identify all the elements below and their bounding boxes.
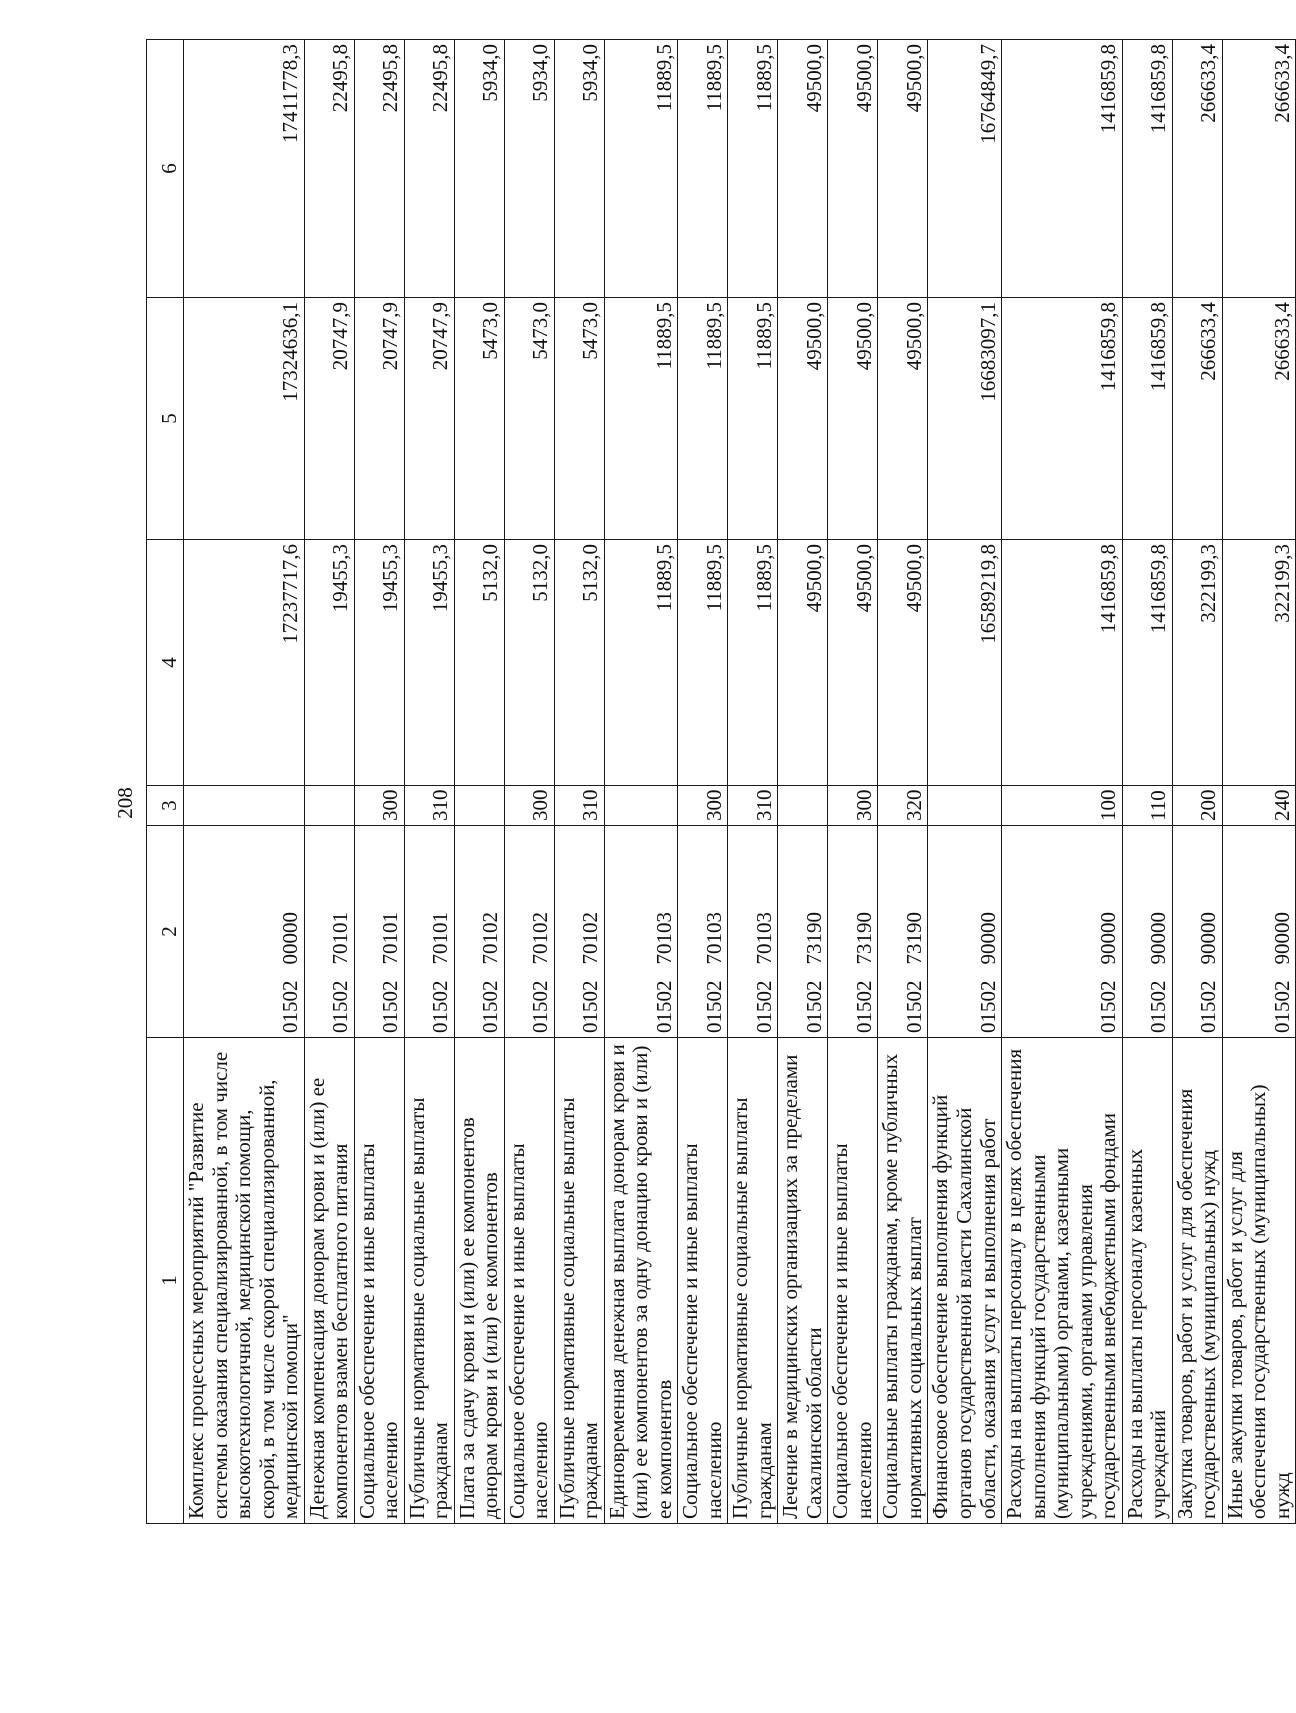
- table-row: [1222, 40, 1296, 1524]
- table-row: [184, 40, 305, 1524]
- amount-year-1: 11889,5: [604, 540, 678, 786]
- row-name: Публичные нормативные социальные выплаты гражданам: [728, 1038, 778, 1524]
- header-col-4: 4: [147, 540, 184, 786]
- direction-code: 90000: [1196, 912, 1221, 965]
- amount-year-2: 5473,0: [454, 298, 504, 540]
- direction-code: 73190: [851, 912, 876, 965]
- row-name: Социальное обеспечение и иные выплаты населению: [678, 1038, 728, 1524]
- amount-year-2: 266633,4: [1222, 298, 1296, 540]
- program-code: 01502: [701, 980, 726, 1033]
- amount-year-3: 49500,0: [828, 40, 878, 298]
- target-article-code: [184, 826, 305, 1038]
- amount-year-3: 11889,5: [678, 40, 728, 298]
- amount-year-2: 11889,5: [604, 298, 678, 540]
- amount-year-2: 11889,5: [678, 298, 728, 540]
- amount-year-1: 49500,0: [778, 540, 828, 786]
- table-header: [147, 40, 184, 1524]
- program-code: 01502: [1096, 980, 1121, 1033]
- target-article-code: [304, 826, 354, 1038]
- amount-year-1: 5132,0: [504, 540, 554, 786]
- amount-year-1: 16589219,8: [928, 540, 1002, 786]
- table-row: [1002, 40, 1123, 1524]
- direction-code: 70103: [751, 912, 776, 965]
- row-name: Единовременная денежная выплата донорам крови и (или) ее компонентов за одну донацию крови и (или) ее компонентов: [604, 1038, 678, 1524]
- expense-type-code: 300: [354, 786, 404, 826]
- amount-year-3: 266633,4: [1222, 40, 1296, 298]
- direction-code: 70103: [701, 912, 726, 965]
- amount-year-2: 1416859,8: [1122, 298, 1172, 540]
- target-article-code: [504, 826, 554, 1038]
- direction-code: 90000: [1269, 912, 1294, 965]
- expense-type-code: 300: [678, 786, 728, 826]
- target-article-code: [554, 826, 604, 1038]
- rotated-table-wrapper: [146, 40, 1294, 1524]
- table-row: [454, 40, 504, 1524]
- amount-year-1: 5132,0: [454, 540, 504, 786]
- target-article-code: [828, 826, 878, 1038]
- amount-year-1: 49500,0: [878, 540, 928, 786]
- expense-type-code: [604, 786, 678, 826]
- header-col-5: 5: [147, 298, 184, 540]
- direction-code: 70101: [328, 912, 353, 965]
- row-name: Расходы на выплаты персоналу в целях обеспечения выполнения функций государственными (муниципальными) органами, казенными учреждениями, органами управления государственными внебюджетными фондами: [1002, 1038, 1123, 1524]
- row-name: Денежная компенсация донорам крови и (или) ее компонентов взамен бесплатного питания: [304, 1038, 354, 1524]
- expense-type-code: [928, 786, 1002, 826]
- table-row: [1172, 40, 1222, 1524]
- program-code: 01502: [478, 980, 503, 1033]
- target-article-code: [928, 826, 1002, 1038]
- amount-year-3: 49500,0: [878, 40, 928, 298]
- header-col-3: 3: [147, 786, 184, 826]
- amount-year-2: 20747,9: [354, 298, 404, 540]
- amount-year-2: 49500,0: [878, 298, 928, 540]
- program-code: 01502: [578, 980, 603, 1033]
- target-article-code: [1222, 826, 1296, 1038]
- program-code: 01502: [975, 980, 1000, 1033]
- amount-year-2: 16683097,1: [928, 298, 1002, 540]
- row-name: Социальные выплаты гражданам, кроме публичных нормативных социальных выплат: [878, 1038, 928, 1524]
- budget-table: [146, 39, 1296, 1524]
- program-code: 01502: [428, 980, 453, 1033]
- expense-type-code: 240: [1222, 786, 1296, 826]
- amount-year-3: 11889,5: [604, 40, 678, 298]
- amount-year-1: 49500,0: [828, 540, 878, 786]
- row-name: Иные закупки товаров, работ и услуг для обеспечения государственных (муниципальных) нужд: [1222, 1038, 1296, 1524]
- amount-year-1: 322199,3: [1172, 540, 1222, 786]
- amount-year-1: 11889,5: [678, 540, 728, 786]
- table-row: [828, 40, 878, 1524]
- expense-type-code: [454, 786, 504, 826]
- amount-year-2: 49500,0: [828, 298, 878, 540]
- table-row: [878, 40, 928, 1524]
- program-code: 01502: [751, 980, 776, 1033]
- table-body: [184, 40, 1296, 1524]
- program-code: 01502: [378, 980, 403, 1033]
- amount-year-3: 49500,0: [778, 40, 828, 298]
- expense-type-code: 310: [554, 786, 604, 826]
- header-col-6: 6: [147, 40, 184, 298]
- target-article-code: [1002, 826, 1123, 1038]
- amount-year-2: 20747,9: [304, 298, 354, 540]
- amount-year-2: 17324636,1: [184, 298, 305, 540]
- target-article-code: [454, 826, 504, 1038]
- expense-type-code: [304, 786, 354, 826]
- row-name: Лечение в медицинских организациях за пределами Сахалинской области: [778, 1038, 828, 1524]
- direction-code: 73190: [901, 912, 926, 965]
- table-row: [554, 40, 604, 1524]
- program-code: 01502: [278, 980, 303, 1033]
- amount-year-1: 19455,3: [304, 540, 354, 786]
- target-article-code: [1122, 826, 1172, 1038]
- expense-type-code: 320: [878, 786, 928, 826]
- target-article-code: [354, 826, 404, 1038]
- row-name: Расходы на выплаты персоналу казенных учреждений: [1122, 1038, 1172, 1524]
- amount-year-1: 19455,3: [404, 540, 454, 786]
- program-code: 01502: [851, 980, 876, 1033]
- amount-year-1: 11889,5: [728, 540, 778, 786]
- amount-year-3: 22495,8: [354, 40, 404, 298]
- amount-year-2: 11889,5: [728, 298, 778, 540]
- row-name: Социальное обеспечение и иные выплаты населению: [828, 1038, 878, 1524]
- amount-year-1: 17237717,6: [184, 540, 305, 786]
- direction-code: 70102: [578, 912, 603, 965]
- row-name: Социальное обеспечение и иные выплаты населению: [354, 1038, 404, 1524]
- amount-year-3: 5934,0: [454, 40, 504, 298]
- expense-type-code: 300: [828, 786, 878, 826]
- direction-code: 90000: [1146, 912, 1171, 965]
- expense-type-code: [184, 786, 305, 826]
- table-row: [778, 40, 828, 1524]
- target-article-code: [604, 826, 678, 1038]
- expense-type-code: 100: [1002, 786, 1123, 826]
- header-col-1: 1: [147, 1038, 184, 1524]
- amount-year-3: 5934,0: [504, 40, 554, 298]
- row-name: Комплекс процессных мероприятий "Развитие системы оказания специализированной, в том числе высокотехнологичной, медицинской помощи, скорой, в том числе скорой специализированной, медицинской помощи": [184, 1038, 305, 1524]
- table-row: [504, 40, 554, 1524]
- target-article-code: [778, 826, 828, 1038]
- amount-year-3: 17411778,3: [184, 40, 305, 298]
- direction-code: 73190: [801, 912, 826, 965]
- program-code: 01502: [651, 980, 676, 1033]
- row-name: Публичные нормативные социальные выплаты гражданам: [554, 1038, 604, 1524]
- expense-type-code: [778, 786, 828, 826]
- direction-code: 70101: [378, 912, 403, 965]
- table-row: [678, 40, 728, 1524]
- row-name: Закупка товаров, работ и услуг для обеспечения государственных (муниципальных) нужд: [1172, 1038, 1222, 1524]
- expense-type-code: 300: [504, 786, 554, 826]
- amount-year-2: 1416859,8: [1002, 298, 1123, 540]
- amount-year-1: 19455,3: [354, 540, 404, 786]
- amount-year-1: 1416859,8: [1002, 540, 1123, 786]
- expense-type-code: 110: [1122, 786, 1172, 826]
- row-name: Публичные нормативные социальные выплаты гражданам: [404, 1038, 454, 1524]
- table-row: [404, 40, 454, 1524]
- target-article-code: [404, 826, 454, 1038]
- table-row: [354, 40, 404, 1524]
- header-col-2: 2: [147, 826, 184, 1038]
- expense-type-code: 310: [404, 786, 454, 826]
- direction-code: 70102: [528, 912, 553, 965]
- amount-year-3: 11889,5: [728, 40, 778, 298]
- direction-code: 90000: [1096, 912, 1121, 965]
- target-article-code: [1172, 826, 1222, 1038]
- amount-year-3: 16764849,7: [928, 40, 1002, 298]
- direction-code: 70101: [428, 912, 453, 965]
- amount-year-2: 5473,0: [504, 298, 554, 540]
- direction-code: 00000: [278, 912, 303, 965]
- target-article-code: [728, 826, 778, 1038]
- row-name: Плата за сдачу крови и (или) ее компонентов донорам крови и (или) ее компонентов: [454, 1038, 504, 1524]
- amount-year-2: 49500,0: [778, 298, 828, 540]
- amount-year-3: 1416859,8: [1122, 40, 1172, 298]
- amount-year-1: 1416859,8: [1122, 540, 1172, 786]
- row-name: Финансовое обеспечение выполнения функций органов государственной власти Сахалинской области, оказания услуг и выполнения работ: [928, 1038, 1002, 1524]
- amount-year-1: 322199,3: [1222, 540, 1296, 786]
- row-name: Социальное обеспечение и иные выплаты населению: [504, 1038, 554, 1524]
- table-row: [728, 40, 778, 1524]
- expense-type-code: 310: [728, 786, 778, 826]
- direction-code: 90000: [975, 912, 1000, 965]
- amount-year-2: 266633,4: [1172, 298, 1222, 540]
- expense-type-code: 200: [1172, 786, 1222, 826]
- program-code: 01502: [801, 980, 826, 1033]
- amount-year-1: 5132,0: [554, 540, 604, 786]
- direction-code: 70103: [651, 912, 676, 965]
- amount-year-3: 22495,8: [304, 40, 354, 298]
- amount-year-2: 5473,0: [554, 298, 604, 540]
- program-code: 01502: [1269, 980, 1294, 1033]
- program-code: 01502: [1146, 980, 1171, 1033]
- amount-year-3: 1416859,8: [1002, 40, 1123, 298]
- target-article-code: [878, 826, 928, 1038]
- program-code: 01502: [328, 980, 353, 1033]
- table-row: [604, 40, 678, 1524]
- amount-year-3: 266633,4: [1172, 40, 1222, 298]
- direction-code: 70102: [478, 912, 503, 965]
- amount-year-2: 20747,9: [404, 298, 454, 540]
- table-row: [928, 40, 1002, 1524]
- program-code: 01502: [901, 980, 926, 1033]
- page-number: 208: [113, 787, 137, 819]
- program-code: 01502: [528, 980, 553, 1033]
- table-row: [304, 40, 354, 1524]
- amount-year-3: 22495,8: [404, 40, 454, 298]
- target-article-code: [678, 826, 728, 1038]
- amount-year-3: 5934,0: [554, 40, 604, 298]
- table-row: [1122, 40, 1172, 1524]
- program-code: 01502: [1196, 980, 1221, 1033]
- header-row: [147, 40, 184, 1524]
